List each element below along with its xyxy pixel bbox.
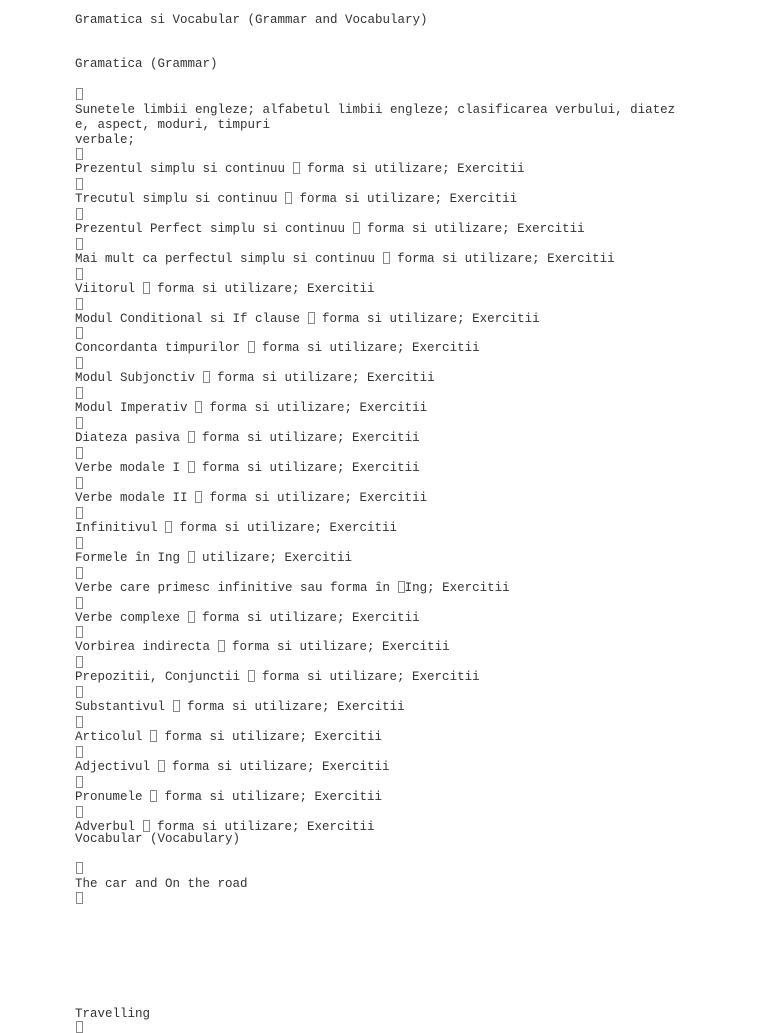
grammar-item-topic: Substantivul — [75, 700, 173, 714]
grammar-item — [75, 371, 435, 386]
intro-line: Sunetele limbii engleze; alfabetul limbii engleze; clasificarea verbului, diatez — [75, 103, 676, 117]
missing-glyph-icon — [195, 401, 202, 413]
grammar-item — [75, 700, 405, 715]
missing-glyph-icon — [76, 716, 83, 728]
missing-glyph-icon — [195, 491, 202, 503]
missing-glyph-icon — [76, 88, 83, 100]
grammar-item-topic: Infinitivul — [75, 521, 166, 535]
missing-glyph-icon — [248, 341, 255, 353]
grammar-item-detail: forma si utilizare; Exercitii — [194, 461, 420, 475]
vocabulary-item: Travelling — [75, 1007, 151, 1021]
missing-glyph-icon — [248, 670, 255, 682]
vocabulary-item: The car and On the road — [75, 877, 248, 891]
grammar-item — [75, 670, 480, 685]
missing-glyph-icon — [76, 507, 83, 519]
missing-glyph-icon — [76, 268, 83, 280]
grammar-item-topic: Prepozitii, Conjunctii — [75, 670, 248, 684]
missing-glyph-icon — [76, 806, 83, 818]
missing-glyph-icon — [188, 551, 195, 563]
grammar-item — [75, 491, 427, 506]
grammar-item-topic: Verbe modale I — [75, 461, 188, 475]
grammar-item-detail: forma si utilizare; Exercitii — [209, 371, 435, 385]
grammar-item — [75, 551, 352, 566]
grammar-item — [75, 312, 540, 327]
grammar-item-detail: utilizare; Exercitii — [194, 551, 353, 565]
grammar-item — [75, 341, 480, 356]
grammar-item-detail: forma si utilizare; Exercitii — [172, 521, 398, 535]
missing-glyph-icon — [143, 820, 150, 832]
grammar-item-detail: forma si utilizare; Exercitii — [157, 790, 383, 804]
grammar-item-detail: forma si utilizare; Exercitii — [157, 730, 383, 744]
grammar-item-topic: Formele în Ing — [75, 551, 188, 565]
grammar-item-topic: Vorbirea indirecta — [75, 640, 218, 654]
grammar-item-topic: Pronumele — [75, 790, 151, 804]
missing-glyph-icon — [188, 611, 195, 623]
missing-glyph-icon — [76, 892, 83, 904]
grammar-item — [75, 282, 375, 297]
missing-glyph-icon — [76, 626, 83, 638]
grammar-item-detail: forma si utilizare; Exercitii — [164, 760, 390, 774]
grammar-item — [75, 640, 450, 655]
missing-glyph-icon — [76, 148, 83, 160]
grammar-item — [75, 461, 420, 476]
missing-glyph-icon — [76, 447, 83, 459]
missing-glyph-icon — [158, 760, 165, 772]
grammar-item-detail: forma si utilizare; Exercitii — [359, 222, 585, 236]
missing-glyph-icon — [76, 1021, 83, 1033]
missing-glyph-icon — [203, 371, 210, 383]
missing-glyph-icon — [76, 746, 83, 758]
grammar-item-detail: forma si utilizare; Exercitii — [224, 640, 450, 654]
vocabulary-heading: Vocabular (Vocabulary) — [75, 832, 241, 846]
missing-glyph-icon — [165, 521, 172, 533]
grammar-item — [75, 790, 382, 805]
grammar-item-detail: forma si utilizare; Exercitii — [149, 282, 375, 296]
grammar-item — [75, 760, 390, 775]
grammar-item-topic: Adverbul — [75, 820, 143, 834]
grammar-item-topic: Mai mult ca perfectul simplu si continuu — [75, 252, 383, 266]
missing-glyph-icon — [76, 208, 83, 220]
grammar-item-topic: Articolul — [75, 730, 151, 744]
missing-glyph-icon — [76, 178, 83, 190]
grammar-item-topic: Prezentul simplu si continuu — [75, 162, 293, 176]
grammar-heading: Gramatica (Grammar) — [75, 57, 218, 71]
missing-glyph-icon — [76, 477, 83, 489]
grammar-item-topic: Adjectivul — [75, 760, 158, 774]
missing-glyph-icon — [353, 222, 360, 234]
grammar-item — [75, 252, 615, 267]
grammar-item — [75, 581, 510, 596]
grammar-item-topic: Modul Imperativ — [75, 401, 196, 415]
grammar-item — [75, 162, 525, 177]
missing-glyph-icon — [143, 282, 150, 294]
grammar-item-detail: Ing; Exercitii — [404, 581, 510, 595]
grammar-item-detail: forma si utilizare; Exercitii — [292, 192, 518, 206]
grammar-item-topic: Viitorul — [75, 282, 143, 296]
missing-glyph-icon — [173, 700, 180, 712]
missing-glyph-icon — [76, 567, 83, 579]
grammar-item-detail: forma si utilizare; Exercitii — [389, 252, 615, 266]
missing-glyph-icon — [398, 581, 405, 593]
document-title: Gramatica si Vocabular (Grammar and Vocabulary) — [75, 13, 428, 27]
grammar-item — [75, 401, 427, 416]
missing-glyph-icon — [293, 162, 300, 174]
grammar-item-detail: forma si utilizare; Exercitii — [179, 700, 405, 714]
missing-glyph-icon — [218, 640, 225, 652]
missing-glyph-icon — [308, 312, 315, 324]
missing-glyph-icon — [76, 656, 83, 668]
grammar-item-detail: forma si utilizare; Exercitii — [299, 162, 525, 176]
missing-glyph-icon — [76, 597, 83, 609]
grammar-item-detail: forma si utilizare; Exercitii — [254, 341, 480, 355]
missing-glyph-icon — [76, 238, 83, 250]
grammar-item-detail: forma si utilizare; Exercitii — [202, 401, 428, 415]
grammar-item — [75, 730, 382, 745]
missing-glyph-icon — [150, 790, 157, 802]
missing-glyph-icon — [285, 192, 292, 204]
grammar-item — [75, 192, 517, 207]
grammar-item — [75, 431, 420, 446]
grammar-item-topic: Modul Conditional si If clause — [75, 312, 308, 326]
grammar-item-detail: forma si utilizare; Exercitii — [194, 611, 420, 625]
missing-glyph-icon — [76, 417, 83, 429]
grammar-item-detail: forma si utilizare; Exercitii — [314, 312, 540, 326]
grammar-item-topic: Verbe complexe — [75, 611, 188, 625]
missing-glyph-icon — [188, 431, 195, 443]
intro-line: verbale; — [75, 133, 136, 147]
grammar-item — [75, 222, 585, 237]
missing-glyph-icon — [150, 730, 157, 742]
grammar-item-topic: Modul Subjonctiv — [75, 371, 203, 385]
grammar-item-detail: forma si utilizare; Exercitii — [202, 491, 428, 505]
grammar-item-topic: Verbe care primesc infinitive sau forma în — [75, 581, 398, 595]
missing-glyph-icon — [76, 776, 83, 788]
grammar-item-detail: forma si utilizare; Exercitii — [149, 820, 375, 834]
missing-glyph-icon — [76, 387, 83, 399]
missing-glyph-icon — [188, 461, 195, 473]
missing-glyph-icon — [76, 862, 83, 874]
intro-line: e, aspect, moduri, timpuri — [75, 118, 271, 132]
grammar-item-topic: Concordanta timpurilor — [75, 341, 248, 355]
grammar-item-detail: forma si utilizare; Exercitii — [194, 431, 420, 445]
missing-glyph-icon — [76, 537, 83, 549]
missing-glyph-icon — [76, 357, 83, 369]
missing-glyph-icon — [76, 327, 83, 339]
missing-glyph-icon — [76, 686, 83, 698]
grammar-item-detail: forma si utilizare; Exercitii — [254, 670, 480, 684]
grammar-item-topic: Prezentul Perfect simplu si continuu — [75, 222, 353, 236]
grammar-item — [75, 611, 420, 626]
grammar-item-topic: Trecutul simplu si continuu — [75, 192, 286, 206]
missing-glyph-icon — [383, 252, 390, 264]
grammar-item-topic: Diateza pasiva — [75, 431, 188, 445]
grammar-item — [75, 521, 397, 536]
grammar-item-topic: Verbe modale II — [75, 491, 196, 505]
missing-glyph-icon — [76, 298, 83, 310]
